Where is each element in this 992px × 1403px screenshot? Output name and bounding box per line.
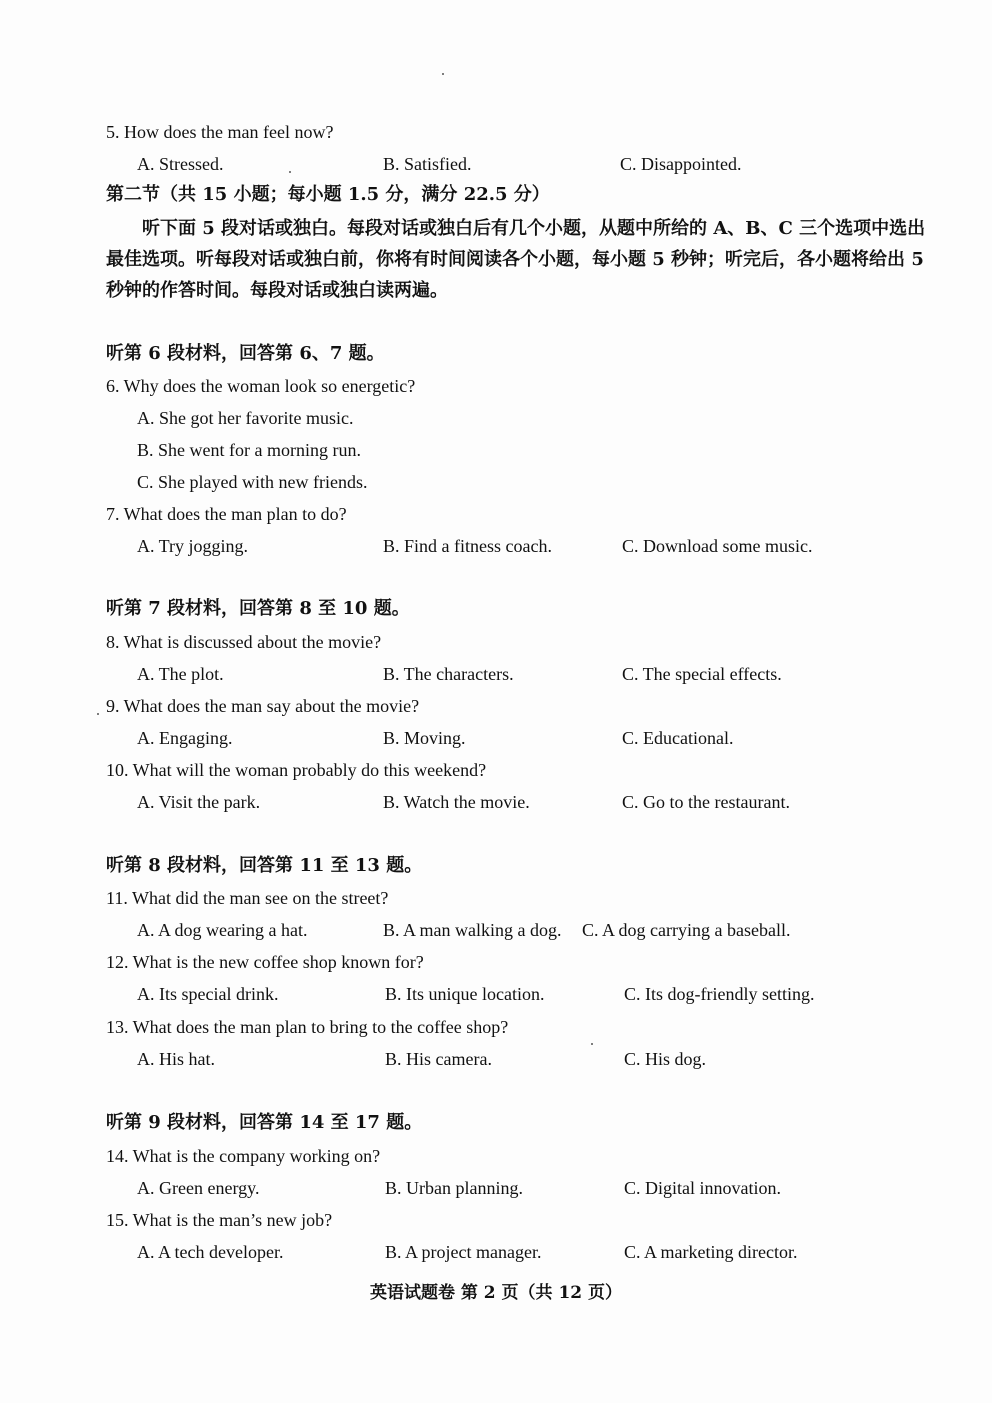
question-5-option-b: B. Satisfied.: [383, 154, 472, 174]
question-14: 14. What is the company working on?: [106, 1146, 381, 1166]
question-8-option-a: A. The plot.: [137, 664, 224, 684]
question-12-option-a: A. Its special drink.: [137, 984, 279, 1004]
question-12: 12. What is the new coffee shop known for?: [106, 952, 424, 972]
group-heading-7: 听第 7 段材料，回答第 8 至 10 题。: [106, 598, 410, 619]
question-9-option-c: C. Educational.: [622, 728, 734, 748]
question-15-option-b: B. A project manager.: [385, 1242, 542, 1262]
question-6-option-c: C. She played with new friends.: [137, 472, 368, 492]
question-7-option-c: C. Download some music.: [622, 536, 813, 556]
question-11-option-b: B. A man walking a dog.: [383, 920, 562, 940]
question-13-option-b: B. His camera.: [385, 1049, 492, 1069]
question-9: 9. What does the man say about the movie?: [106, 696, 420, 716]
question-10-option-b: B. Watch the movie.: [383, 792, 530, 812]
question-8-option-c: C. The special effects.: [622, 664, 782, 684]
group-heading-6: 听第 6 段材料，回答第 6、7 题。: [106, 343, 385, 364]
page-footer: 英语试题卷 第 2 页（共 12 页）: [369, 1283, 623, 1303]
question-7-option-b: B. Find a fitness coach.: [383, 536, 552, 556]
question-9-option-a: A. Engaging.: [137, 728, 233, 748]
question-10: 10. What will the woman probably do this weekend?: [106, 760, 487, 780]
question-13-option-a: A. His hat.: [137, 1049, 215, 1069]
scan-speck: [591, 1043, 593, 1045]
question-12-option-c: C. Its dog-friendly setting.: [624, 984, 815, 1004]
section-instructions: 听下面 5 段对话或独白。每段对话或独白后有几个小题，从题中所给的 A、B、C 三个选项中选出最佳选项。听每段对话或独白前，你将有时间阅读各个小题，每小题 5 秒钟；听完后，各小题将给出 5 秒钟的作答时间。每段对话或独白读两遍。: [106, 218, 926, 301]
question-10-option-a: A. Visit the park.: [137, 792, 261, 812]
question-14-option-a: A. Green energy.: [137, 1178, 260, 1198]
question-8: 8. What is discussed about the movie?: [106, 632, 382, 652]
question-7: 7. What does the man plan to do?: [106, 504, 347, 524]
question-5-option-a: A. Stressed.: [137, 154, 224, 174]
question-10-option-c: C. Go to the restaurant.: [622, 792, 790, 812]
question-15-option-c: C. A marketing director.: [624, 1242, 798, 1262]
question-8-option-b: B. The characters.: [383, 664, 514, 684]
question-11-option-c: C. A dog carrying a baseball.: [582, 920, 791, 940]
question-13-option-c: C. His dog.: [624, 1049, 707, 1069]
question-5: 5. How does the man feel now?: [106, 122, 334, 142]
question-14-option-c: C. Digital innovation.: [624, 1178, 781, 1198]
question-6-option-a: A. She got her favorite music.: [137, 408, 354, 428]
question-6: 6. Why does the woman look so energetic?: [106, 376, 416, 396]
group-heading-8: 听第 8 段材料，回答第 11 至 13 题。: [106, 855, 423, 876]
question-9-option-b: B. Moving.: [383, 728, 466, 748]
question-13: 13. What does the man plan to bring to the coffee shop?: [106, 1017, 509, 1037]
question-14-option-b: B. Urban planning.: [385, 1178, 523, 1198]
question-6-option-b: B. She went for a morning run.: [137, 440, 361, 460]
scan-speck: [97, 713, 99, 715]
question-15: 15. What is the man’s new job?: [106, 1210, 333, 1230]
question-5-option-c: C. Disappointed.: [620, 154, 742, 174]
question-7-option-a: A. Try jogging.: [137, 536, 249, 556]
question-11-option-a: A. A dog wearing a hat.: [137, 920, 308, 940]
question-12-option-b: B. Its unique location.: [385, 984, 545, 1004]
section-heading: 第二节（共 15 小题；每小题 1.5 分，满分 22.5 分）: [106, 184, 550, 205]
scan-speck: [289, 171, 291, 173]
scan-speck: [442, 73, 444, 75]
group-heading-9: 听第 9 段材料，回答第 14 至 17 题。: [106, 1112, 423, 1133]
question-15-option-a: A. A tech developer.: [137, 1242, 284, 1262]
question-11: 11. What did the man see on the street?: [106, 888, 389, 908]
